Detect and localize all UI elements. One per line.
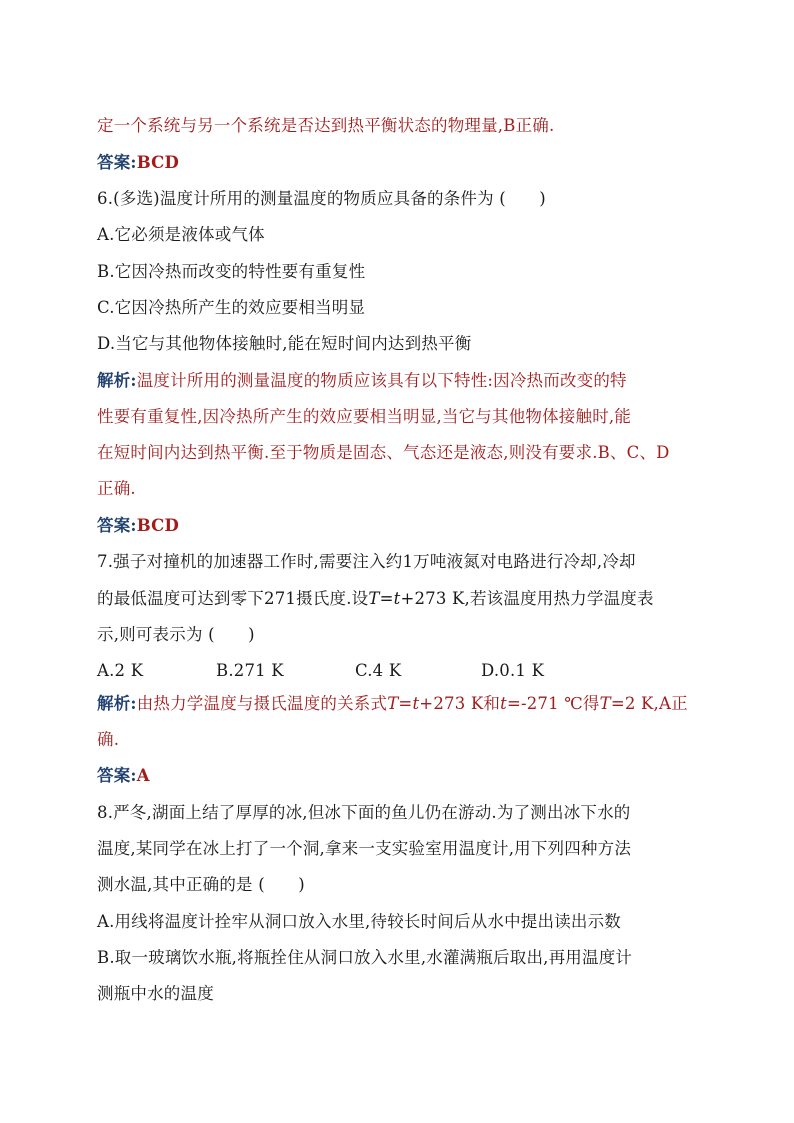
- q8-stem-line-2: 温度,某同学在冰上打了一个洞,拿来一支实验室用温度计,用下列四种方法: [97, 839, 632, 858]
- answer-value: BCD: [136, 516, 179, 535]
- analysis-text: +273 K和: [419, 694, 501, 713]
- stem-text: 的最低温度可达到零下271摄氏度.设: [97, 589, 369, 608]
- q7-answer: [97, 766, 150, 786]
- analysis-text: =-271 ℃得: [506, 694, 600, 713]
- q6-option-c: C.它因冷热所产生的效应要相当明显: [97, 298, 366, 317]
- q7-option-d: D.0.1 K: [481, 661, 545, 680]
- var-t: t: [412, 694, 420, 713]
- q8-stem-line-1: 8.严冬,湖面上结了厚厚的冰,但冰下面的鱼儿仍在游动.为了测出冰下水的: [97, 803, 631, 822]
- q8-option-b-line-1: B.取一玻璃饮水瓶,将瓶拴住从洞口放入水里,水灌满瓶后取出,再用温度计: [97, 948, 633, 967]
- q6-answer: [97, 516, 179, 536]
- var-T: T: [387, 694, 399, 713]
- answer-label: 答案:: [97, 153, 137, 172]
- q6-analysis-line-1: [97, 371, 627, 391]
- q6-analysis-line-2: 性要有重复性,因冷热所产生的效应要相当明显,当它与其他物体接触时,能: [97, 407, 632, 426]
- q8-option-a: A.用线将温度计拴牢从洞口放入水里,待较长时间后从水中提出读出示数: [97, 912, 622, 931]
- equals-sign: =: [398, 694, 413, 713]
- analysis-text: 由热力学温度与摄氏温度的关系式: [136, 694, 388, 713]
- q5-analysis-tail: 定一个系统与另一个系统是否达到热平衡状态的物理量,B正确.: [97, 116, 555, 135]
- var-T: T: [368, 589, 380, 608]
- q7-analysis-line-1: [97, 694, 688, 714]
- answer-label: 答案:: [97, 766, 137, 785]
- answer-label: 答案:: [97, 516, 137, 535]
- answer-value: A: [136, 766, 150, 785]
- q6-option-d: D.当它与其他物体接触时,能在短时间内达到热平衡: [97, 334, 472, 353]
- q7-option-a: A.2 K: [97, 661, 144, 680]
- q7-stem-line-1: 7.强子对撞机的加速器工作时,需要注入约1万吨液氮对电路进行冷却,冷却: [97, 552, 636, 571]
- q7-option-b: B.271 K: [216, 661, 284, 680]
- var-t: t: [393, 589, 401, 608]
- q5-answer: [97, 153, 179, 173]
- analysis-text: =2 K,A正: [610, 694, 688, 713]
- q8-option-b-line-2: 测瓶中水的温度: [97, 984, 214, 1003]
- var-T: T: [599, 694, 611, 713]
- q7-stem-line-2: [97, 589, 654, 609]
- equals-sign: =: [379, 589, 394, 608]
- q8-stem-line-3: 测水温,其中正确的是 ( ): [97, 875, 305, 894]
- answer-value: BCD: [136, 153, 179, 172]
- q6-analysis-line-3: 在短时间内达到热平衡.至于物质是固态、气态还是液态,则没有要求.B、C、D: [97, 443, 670, 462]
- q6-stem: 6.(多选)温度计所用的测量温度的物质应具备的条件为 ( ): [97, 189, 546, 208]
- q6-option-b: B.它因冷热而改变的特性要有重复性: [97, 262, 366, 281]
- var-t: t: [500, 694, 507, 713]
- analysis-text: 温度计所用的测量温度的物质应该具有以下特性:因冷热而改变的特: [136, 371, 627, 390]
- q6-option-a: A.它必须是液体或气体: [97, 225, 265, 244]
- q7-analysis-line-2: 确.: [97, 730, 120, 749]
- q6-analysis-line-4: 正确.: [97, 479, 136, 498]
- analysis-label: 解析:: [97, 371, 137, 390]
- stem-text: +273 K,若该温度用热力学温度表: [400, 589, 654, 608]
- analysis-label: 解析:: [97, 694, 137, 713]
- q7-option-c: C.4 K: [355, 661, 402, 680]
- q7-stem-line-3: 示,则可表示为 ( ): [97, 625, 255, 644]
